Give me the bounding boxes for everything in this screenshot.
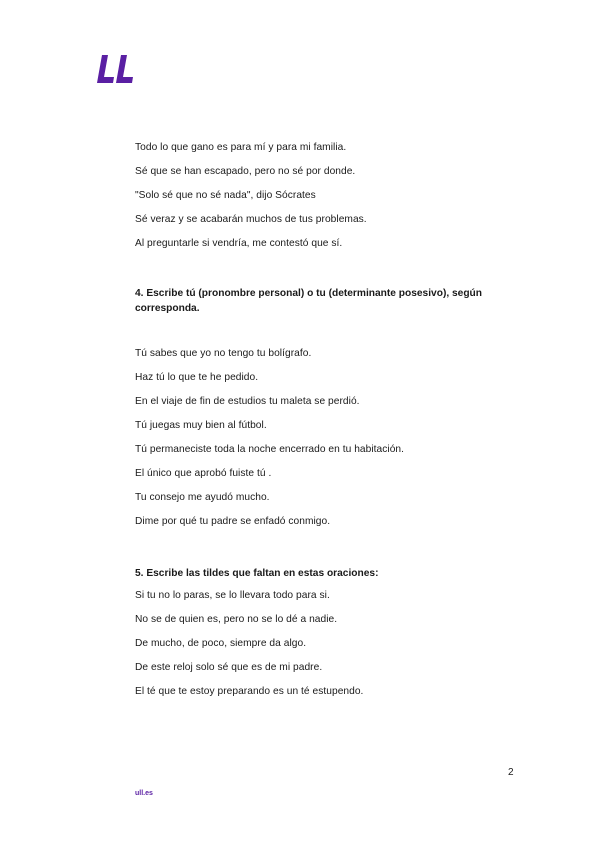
ull-logo-icon bbox=[95, 52, 135, 84]
sentence: Tu consejo me ayudó mucho. bbox=[135, 492, 270, 503]
sentence: Al preguntarle si vendría, me contestó que sí. bbox=[135, 238, 343, 249]
sentence: Tú permaneciste toda la noche encerrado en tu habitación. bbox=[135, 444, 405, 455]
page-number: 2 bbox=[508, 767, 514, 778]
sentence: Tú juegas muy bien al fútbol. bbox=[135, 420, 267, 431]
sentence: El único que aprobó fuiste tú . bbox=[135, 468, 272, 479]
sentence: De este reloj solo sé que es de mi padre. bbox=[135, 662, 323, 673]
sentence: Si tu no lo paras, se lo llevara todo para si. bbox=[135, 590, 330, 601]
sentence: "Solo sé que no sé nada", dijo Sócrates bbox=[135, 190, 316, 201]
sentence: No se de quien es, pero no se lo dé a nadie. bbox=[135, 614, 338, 625]
section4-heading: 4. Escribe tú (pronombre personal) o tu (determinante posesivo), según corresponda. bbox=[135, 288, 482, 314]
sentence: Todo lo que gano es para mí y para mi familia. bbox=[135, 142, 347, 153]
section5-heading: 5. Escribe las tildes que faltan en estas oraciones: bbox=[135, 568, 379, 579]
sentence: El té que te estoy preparando es un té estupendo. bbox=[135, 686, 364, 697]
sentence: Dime por qué tu padre se enfadó conmigo. bbox=[135, 516, 331, 527]
sentence: De mucho, de poco, siempre da algo. bbox=[135, 638, 307, 649]
sentence: Sé que se han escapado, pero no sé por donde. bbox=[135, 166, 356, 177]
sentence: Tú sabes que yo no tengo tu bolígrafo. bbox=[135, 348, 312, 359]
sentence: En el viaje de fin de estudios tu maleta se perdió. bbox=[135, 396, 360, 407]
sentence: Sé veraz y se acabarán muchos de tus problemas. bbox=[135, 214, 367, 225]
sentence: Haz tú lo que te he pedido. bbox=[135, 372, 259, 383]
footer-site-link[interactable]: ull.es bbox=[135, 790, 153, 797]
